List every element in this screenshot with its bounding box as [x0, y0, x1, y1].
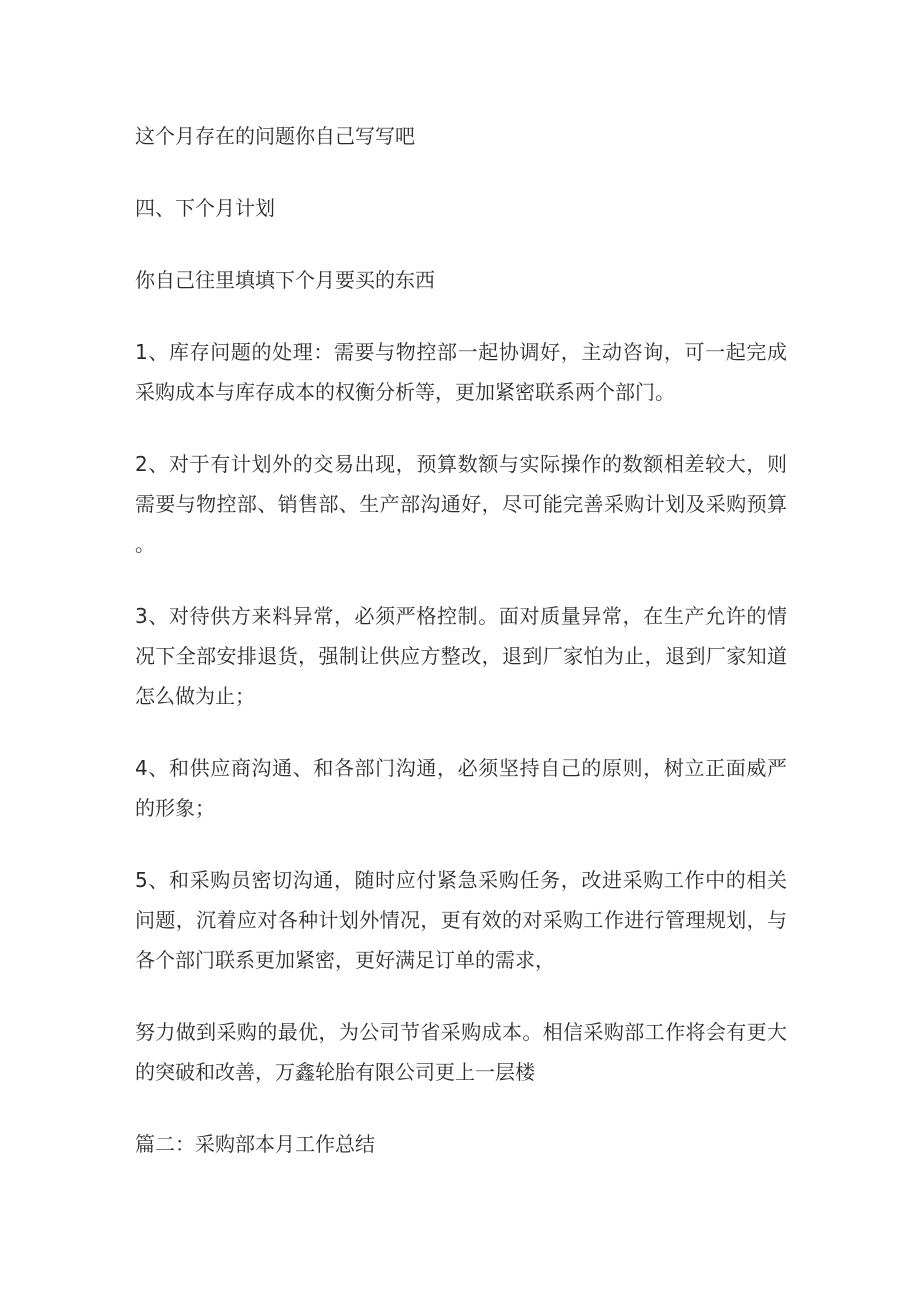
plan-item-1: 1、库存问题的处理：需要与物控部一起协调好，主动咨询，可一起完成采购成本与库存成本的权衡分析等，更加紧密联系两个部门。 [135, 340, 787, 404]
section-heading-next-month-plan: 四、下个月计划 [135, 196, 275, 220]
plan-item-2: 2、对于有计划外的交易出现，预算数额与实际操作的数额相差较大，则需要与物控部、销售部、生产部沟通好，尽可能完善采购计划及采购预算。 [135, 452, 787, 556]
plan-item-4: 4、和供应商沟通、和各部门沟通，必须坚持自己的原则，树立正面威严的形象； [135, 756, 787, 820]
paragraph-problems: 这个月存在的问题你自己写写吧 [135, 124, 415, 148]
paragraph-fill-in: 你自己往里填填下个月要买的东西 [135, 268, 435, 292]
section-heading-part-two: 篇二：采购部本月工作总结 [135, 1132, 375, 1156]
document-body [135, 116, 787, 1196]
plan-item-3: 3、对待供方来料异常，必须严格控制。面对质量异常，在生产允许的情况下全部安排退货，强制让供应方整改，退到厂家怕为止，退到厂家知道怎么做为止； [135, 604, 787, 708]
paragraph-conclusion: 努力做到采购的最优，为公司节省采购成本。相信采购部工作将会有更大的突破和改善，万鑫轮胎有限公司更上一层楼 [135, 1020, 787, 1084]
plan-item-5: 5、和采购员密切沟通，随时应付紧急采购任务，改进采购工作中的相关问题，沉着应对各种计划外情况，更有效的对采购工作进行管理规划，与各个部门联系更加紧密，更好满足订单的需求， [135, 868, 787, 972]
